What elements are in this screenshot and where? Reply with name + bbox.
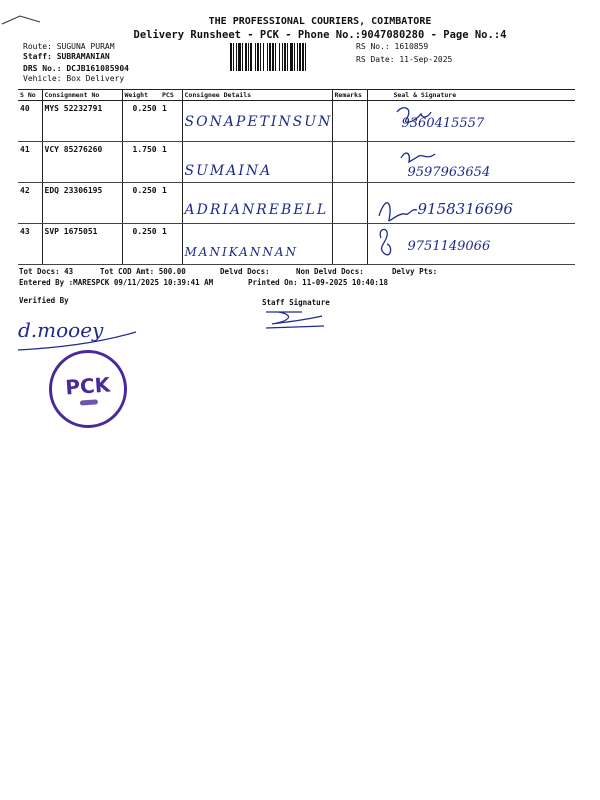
tot-cod-amount: Tot COD Amt: 500.00	[100, 267, 186, 276]
col-weight: Weight	[122, 90, 160, 101]
col-consignee: Consignee Details	[182, 90, 332, 101]
header-info-right	[356, 42, 452, 65]
header-info-left	[23, 42, 129, 84]
cell-consignment: MYS 52232791	[42, 101, 122, 142]
consignee-handwriting: SONAPETINSUN	[184, 114, 333, 130]
verified-by-label: Verified By	[19, 296, 69, 305]
consignee-handwriting: MANIKANNAN	[184, 245, 299, 259]
consignee-handwriting: ADRIANREBELL	[184, 202, 329, 218]
cell-pcs: 1	[160, 101, 182, 142]
entered-by: Entered By :MARESPCK 09/11/2025 10:39:41 AM	[19, 278, 214, 287]
signature-scribble	[397, 108, 431, 123]
signature-phone: 9360415557	[401, 116, 485, 131]
delivered-docs: Delvd Docs:	[220, 267, 270, 276]
signature-scribble	[380, 229, 390, 254]
rs-date: RS Date: 11-Sep-2025	[356, 55, 453, 64]
cell-sno: 40	[18, 101, 42, 142]
pck-seal	[46, 347, 129, 430]
col-consignment: Consignment No	[42, 90, 122, 101]
cell-pcs: 1	[160, 183, 182, 224]
col-seal: Seal & Signature	[367, 90, 575, 101]
rs-number: RS No.: 1610859	[356, 42, 429, 51]
delivery-points: Delvy Pts:	[392, 267, 438, 276]
cell-sno: 42	[18, 183, 42, 224]
cell-weight: 0.250	[122, 101, 160, 142]
tot-docs: Tot Docs: 43	[19, 267, 74, 276]
col-remarks: Remarks	[332, 90, 367, 101]
cell-weight: 0.250	[122, 224, 160, 265]
cell-pcs: 1	[160, 142, 182, 183]
delivery-signatures	[375, 104, 525, 264]
col-pcs: PCS	[160, 90, 182, 101]
runsheet-subtitle: Delivery Runsheet - PCK - Phone No.:9047080280 - Page No.:4	[133, 29, 507, 41]
barcode	[230, 43, 352, 71]
stamp-text: PCK	[64, 371, 111, 400]
signature-scribble	[379, 203, 417, 221]
signature-phone: 9597963654	[407, 165, 491, 180]
signature-phone: 9158316696	[417, 200, 513, 218]
company-title: THE PROFESSIONAL COURIERS, COIMBATORE	[208, 16, 432, 27]
staff-signature-scribble	[262, 306, 342, 332]
non-delivered-docs: Non Delvd Docs:	[296, 267, 364, 276]
table-header-row	[18, 90, 575, 101]
printed-on: Printed On: 11-09-2025 10:40:18	[248, 278, 388, 287]
cell-consignment: EDQ 23306195	[42, 183, 122, 224]
cell-pcs: 1	[160, 224, 182, 265]
consignee-handwriting: SUMAINA	[184, 163, 273, 179]
drs-number: DRS No.: DCJB161085904	[23, 64, 129, 73]
signature-phone: 9751149066	[407, 239, 491, 254]
staff-text: Staff: SUBRAMANIAN	[23, 52, 110, 61]
route-text: Route: SUGUNA PURAM	[23, 42, 115, 51]
cell-consignment: VCY 85276260	[42, 142, 122, 183]
signature-scribble	[401, 153, 435, 162]
staff-signature-label: Staff Signature	[262, 298, 330, 307]
cell-weight: 0.250	[122, 183, 160, 224]
cell-consignment: SVP 1675051	[42, 224, 122, 265]
vehicle-text: Vehicle: Box Delivery	[23, 74, 125, 83]
stamp-smudge	[80, 399, 98, 405]
col-sno: S No	[18, 90, 42, 101]
cell-sno: 43	[18, 224, 42, 265]
cell-weight: 1.750	[122, 142, 160, 183]
cell-sno: 41	[18, 142, 42, 183]
verifier-signature: d.mooey	[18, 318, 104, 342]
